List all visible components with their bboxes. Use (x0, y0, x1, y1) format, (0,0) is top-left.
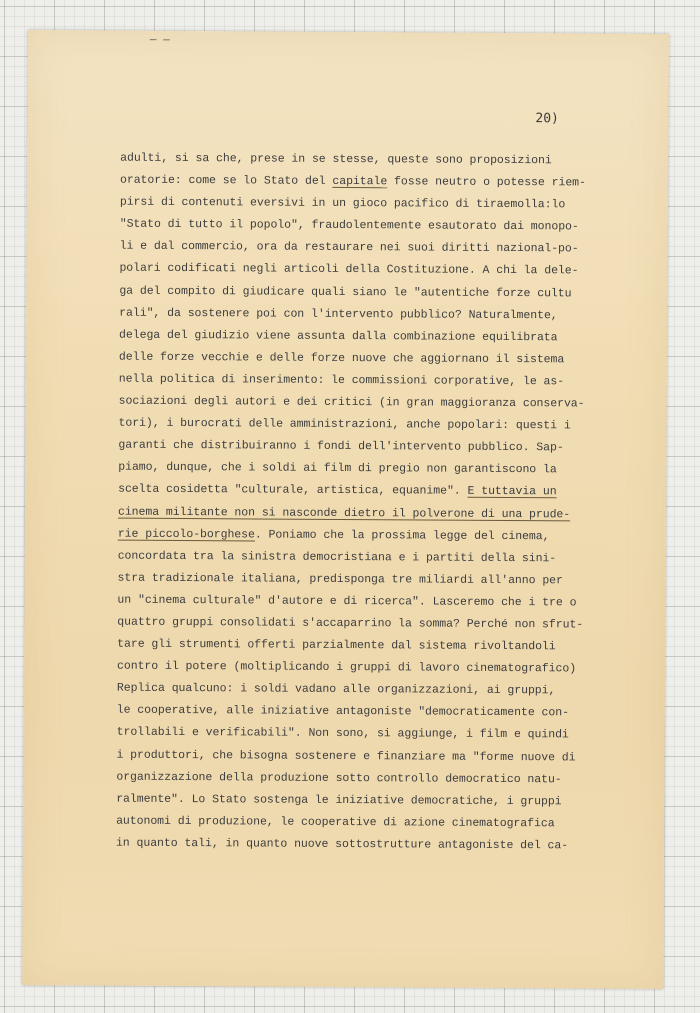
text-run: in quanto tali, in quanto nuove sottostrutture antagoniste del ca- (115, 836, 569, 853)
text-run: rali", da sostenere poi con l'intervento pubblico? Naturalmente, (119, 306, 558, 322)
text-line (120, 236, 660, 261)
text-run: ga del compito di giudicare quali siano le "autentiche forze cultu (119, 284, 572, 300)
text-line (119, 346, 659, 371)
text-line (118, 501, 658, 526)
underlined-text: capitale (332, 175, 388, 189)
text-run: fosse neutro o potesse riem- (387, 175, 586, 190)
text-run: quattro gruppi consolidati s'accaparrino la somma? Perché non sfrut- (117, 615, 584, 632)
text-run: i produttori, che bisogna sostenere e finanziare ma "forme nuove di (116, 748, 576, 764)
text-line (118, 435, 658, 460)
text-run: sociazioni degli autori e dei critici (in gran maggioranza conserva- (118, 394, 585, 411)
text-line (120, 214, 660, 239)
text-line (116, 744, 656, 769)
text-run: "Stato di tutto il popolo", fraudolentemente esautorato dai monopo- (119, 217, 579, 234)
text-line (118, 413, 658, 438)
text-line (116, 810, 656, 835)
text-run: delle forze vecchie e delle forze nuove che aggiornano il sistema (118, 350, 565, 367)
underlined-text: E tuttavia un (467, 485, 557, 499)
text-line (118, 479, 658, 504)
text-run: organizzazione della produzione sotto controllo democratico natu- (116, 770, 562, 786)
page-number: 20) (535, 111, 559, 127)
text-run: polari codificati negli articoli della Costituzione. A chi la dele- (119, 262, 579, 278)
typewritten-page (22, 30, 669, 989)
text-line (117, 634, 657, 659)
text-run: concordata tra la sinistra democristiana e i partiti della sini- (117, 549, 557, 565)
underlined-text: rie piccolo-borghese (117, 527, 255, 542)
text-line (117, 700, 657, 725)
text-run: tori), i burocrati delle amministrazioni, anche popolari: questi i (118, 416, 571, 433)
corner-mark: – – (149, 32, 170, 46)
text-line (118, 523, 658, 548)
text-run: le cooperative, alle iniziative antagoniste "democraticamente con- (116, 703, 569, 720)
text-line (119, 369, 659, 394)
text-run: trollabili e verificabili". Non sono, si aggiunge, i film e quindi (116, 726, 569, 742)
text-run: nella politica di inserimento: le commissioni corporative, le as- (118, 372, 565, 389)
text-run: tare gli strumenti offerti parzialmente dal sistema rivoltandoli (117, 637, 556, 654)
text-run: . Poniamo che la prossima legge del cinema, (254, 528, 550, 543)
text-run: delega del giudizio viene assunta dalla combinazione equilibrata (119, 328, 558, 345)
text-run: oratorie: come se lo Stato del (119, 173, 333, 189)
text-run: Replica qualcuno: i soldi vadano alle organizzazioni, ai gruppi, (116, 681, 556, 698)
text-run: piamo, dunque, che i soldi ai film di pregio non garantiscono la (118, 460, 557, 477)
text-line (119, 258, 659, 283)
text-line (116, 766, 656, 791)
text-line (120, 192, 660, 217)
text-run: stra tradizionale italiana, predisponga tre miliardi all'anno per (117, 571, 563, 588)
text-line (116, 833, 656, 858)
text-run: garanti che distribuiranno i fondi dell'intervento pubblico. Sap- (118, 438, 564, 455)
text-line (118, 567, 658, 592)
body-text (116, 148, 660, 858)
text-line (118, 457, 658, 482)
text-line (117, 656, 657, 681)
text-run: contro il potere (moltiplicando i gruppi di lavoro cinematografico) (116, 659, 577, 676)
text-run: autonomi di produzione, le cooperative di azione cinematografica (116, 814, 555, 831)
text-line (117, 678, 657, 703)
text-line (119, 302, 659, 327)
text-line (119, 391, 659, 416)
text-run: ralmente". Lo Stato sostenga le iniziative democratiche, i gruppi (116, 792, 562, 809)
underlined-text: cinema militante non si nasconde dietro il polverone di una prude- (117, 505, 571, 521)
text-line (117, 612, 657, 637)
text-line (119, 324, 659, 349)
text-line (117, 589, 657, 614)
text-line (117, 722, 657, 747)
text-run: un "cinema culturale" d'autore e di ricerca". Lasceremo che i tre o (117, 593, 577, 610)
text-run: pirsi di contenuti eversivi in un gioco pacifico di tiraemolla:lo (119, 195, 566, 212)
text-run: adulti, si sa che, prese in se stesse, queste sono proposizioni (120, 151, 552, 168)
text-run: li e dal commercio, ora da restaurare nei suoi diritti nazional-po- (119, 239, 579, 256)
text-line (119, 280, 659, 305)
text-line (118, 545, 658, 570)
text-line (120, 170, 660, 195)
text-line (120, 148, 660, 173)
text-run: scelta cosidetta "culturale, artistica, equanime". (118, 483, 468, 499)
text-line (116, 788, 656, 813)
